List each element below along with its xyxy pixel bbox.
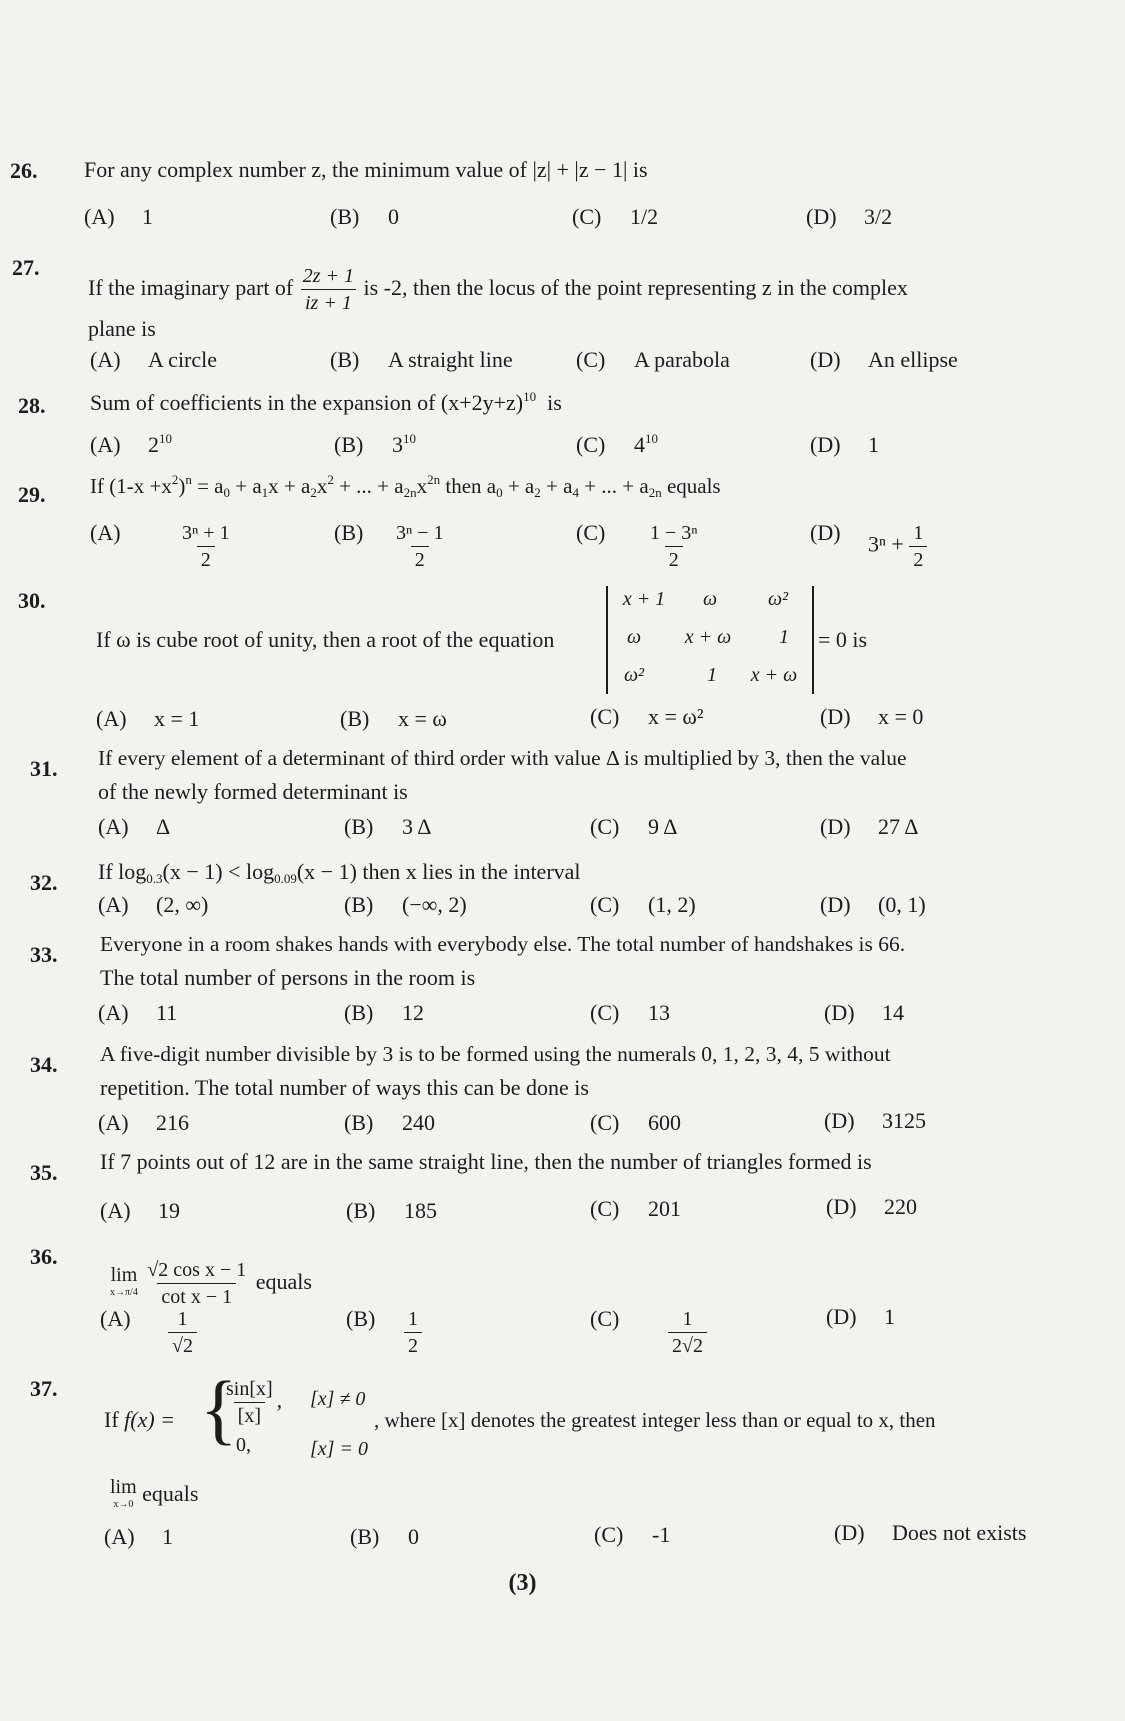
option-d: (D) 1 xyxy=(826,1304,895,1329)
question-number: 28. xyxy=(18,393,46,418)
page-number: (3) xyxy=(508,1570,537,1596)
question-text: For any complex number z, the minimum value of |z| + |z − 1| is xyxy=(84,157,648,182)
fraction: $\frac{\text{√2 cos x − 1}}{\text{cot x − 1}}$ xyxy=(147,1259,247,1309)
option-c: (C) -1 xyxy=(594,1522,671,1547)
question-number: 26. xyxy=(10,158,38,183)
option-b: (B) 240 xyxy=(344,1110,435,1135)
piecewise-cond-2: [x] = 0 xyxy=(310,1438,368,1460)
option-a: (A) 1 xyxy=(104,1524,173,1549)
question-number: 34. xyxy=(30,1052,58,1077)
piecewise-row-1: $\frac{\sin[x]}{[x]}$ , xyxy=(226,1378,283,1427)
option-d: (D) 27 Δ xyxy=(820,814,919,839)
equation-rhs: = 0 is xyxy=(818,627,868,652)
option-a: (A) $\frac{1}{√2}$ xyxy=(100,1306,197,1359)
option-b: (B) 185 xyxy=(346,1198,437,1223)
question-number: 33. xyxy=(30,942,58,967)
option-c: (C) 1/2 xyxy=(572,204,659,229)
option-b: (B) x = ω xyxy=(340,706,447,731)
option-c: (C) $\frac{1}{2√2}$ xyxy=(590,1306,707,1359)
option-a: (A) x = 1 xyxy=(96,706,200,731)
option-b: (B) (−∞, 2) xyxy=(344,892,467,917)
option-c: (C) A parabola xyxy=(576,347,730,372)
option-a: (A) (2, ∞) xyxy=(98,892,209,917)
option-d: (D) 3125 xyxy=(824,1108,926,1133)
option-a: (A) 216 xyxy=(98,1110,189,1135)
option-b: (B) $\frac{1}{2}$ xyxy=(346,1306,422,1359)
piecewise-cond-1: [x] ≠ 0 xyxy=(310,1388,366,1410)
question-text: If the imaginary part of $\frac{2z + 1}{iz + 1}$ is -2, then the locus of the point representing z in the complex xyxy=(88,265,908,315)
question-text: If $\log_{0.3}(x - 1) < \log_{0.09}(x - 1)$ then x lies in the interval xyxy=(98,859,581,886)
question-number: 36. xyxy=(30,1244,58,1269)
option-c: (C) (1, 2) xyxy=(590,892,696,917)
question-text-line2: lim x→0 equals xyxy=(110,1476,199,1510)
option-c: (C) 13 xyxy=(590,1000,670,1025)
question-text-prefix: If f(x) = xyxy=(104,1407,176,1432)
option-c: (C) 600 xyxy=(590,1110,681,1135)
question-number: 37. xyxy=(30,1376,58,1401)
question-number: 32. xyxy=(30,870,58,895)
option-d: (D) 1 xyxy=(810,432,879,457)
option-b: (B) $\frac{\text{3ⁿ − 1}}{2}$ xyxy=(334,520,444,571)
option-d: (D) Does not exists xyxy=(834,1520,1027,1545)
question-number: 27. xyxy=(12,255,40,280)
option-d: (D) 14 xyxy=(824,1000,904,1025)
question-text: lim x→π/4 $\frac{\text{√2 cos x − 1}}{\text{cot x − 1}}$ equals xyxy=(110,1259,312,1309)
option-d: (D) (0, 1) xyxy=(820,892,926,917)
fraction: $\frac{2z + 1}{iz + 1}$ xyxy=(302,265,355,315)
question-text-line2: of the newly formed determinant is xyxy=(98,779,408,804)
question-text: If every element of a determinant of third order with value Δ is multiplied by 3, then the value xyxy=(98,746,907,770)
option-d: (D) x = 0 xyxy=(820,704,924,729)
option-b: (B) 3 Δ xyxy=(344,814,432,839)
option-b: (B) 0 xyxy=(330,204,399,229)
question-text: Everyone in a room shakes hands with everybody else. The total number of handshakes is 66. xyxy=(100,932,906,956)
question-number: 30. xyxy=(18,588,46,613)
option-c: (C) 201 xyxy=(590,1196,681,1221)
piecewise-row-2: 0, xyxy=(236,1434,251,1456)
question-number: 35. xyxy=(30,1160,58,1185)
question-text: A five-digit number divisible by 3 is to be formed using the numerals 0, 1, 2, 3, 4, 5 without xyxy=(100,1042,891,1066)
question-text-line2: repetition. The total number of ways this can be done is xyxy=(100,1075,589,1100)
option-d: (D) An ellipse xyxy=(810,347,958,372)
question-text-line2: The total number of persons in the room is xyxy=(100,965,476,990)
option-a: (A) 1 xyxy=(84,204,153,229)
question-text: If 7 points out of 12 are in the same straight line, then the number of triangles formed is xyxy=(100,1149,872,1174)
option-c: (C) x = ω² xyxy=(590,704,704,729)
question-number: 29. xyxy=(18,482,46,507)
option-b: (B) 0 xyxy=(350,1524,419,1549)
option-a: (A) Δ xyxy=(98,814,171,839)
question-text: Sum of coefficients in the expansion of $(x+2y+z)^{10}$ is xyxy=(90,389,562,415)
option-a: (A) 19 xyxy=(100,1198,180,1223)
question-text: , where [x] denotes the greatest integer less than or equal to x, then xyxy=(374,1408,936,1432)
question-text: If $(1-x +x^2)^n = a_0 + a_1x + a_2x^2$ + ... + $a_{2n}x^{2n}$ then $a_0 + a_2 + a_4$ + ... + $a_{2n}$ equals xyxy=(90,472,721,500)
piecewise-brace: { xyxy=(200,1365,238,1452)
option-d: (D) 220 xyxy=(826,1194,917,1219)
question-number: 31. xyxy=(30,756,58,781)
option-b: (B) A straight line xyxy=(330,347,513,372)
option-d: (D) 3ⁿ + $\frac{1}{2}$ xyxy=(810,520,927,573)
option-c: (C) $\frac{\text{1 − 3ⁿ}}{2}$ xyxy=(576,520,698,571)
question-text: If ω is cube root of unity, then a root of the equation xyxy=(96,627,555,652)
option-a: (A) A circle xyxy=(90,347,218,372)
option-d: (D) 3/2 xyxy=(806,204,893,229)
option-c: (C) 9 Δ xyxy=(590,814,678,839)
option-c: (C) $4^{10}$ xyxy=(576,431,658,457)
option-a: (A) $2^{10}$ xyxy=(90,431,172,457)
option-b: (B) 12 xyxy=(344,1000,424,1025)
option-a: (A) $\frac{\text{3ⁿ + 1}}{2}$ xyxy=(90,520,230,571)
determinant: x + 1 ω ω² ω x + ω 1 ω² 1 x + ω xyxy=(606,586,814,694)
option-a: (A) 11 xyxy=(98,1000,178,1025)
option-b: (B) $3^{10}$ xyxy=(334,431,416,457)
question-text-line2: plane is xyxy=(88,316,156,341)
